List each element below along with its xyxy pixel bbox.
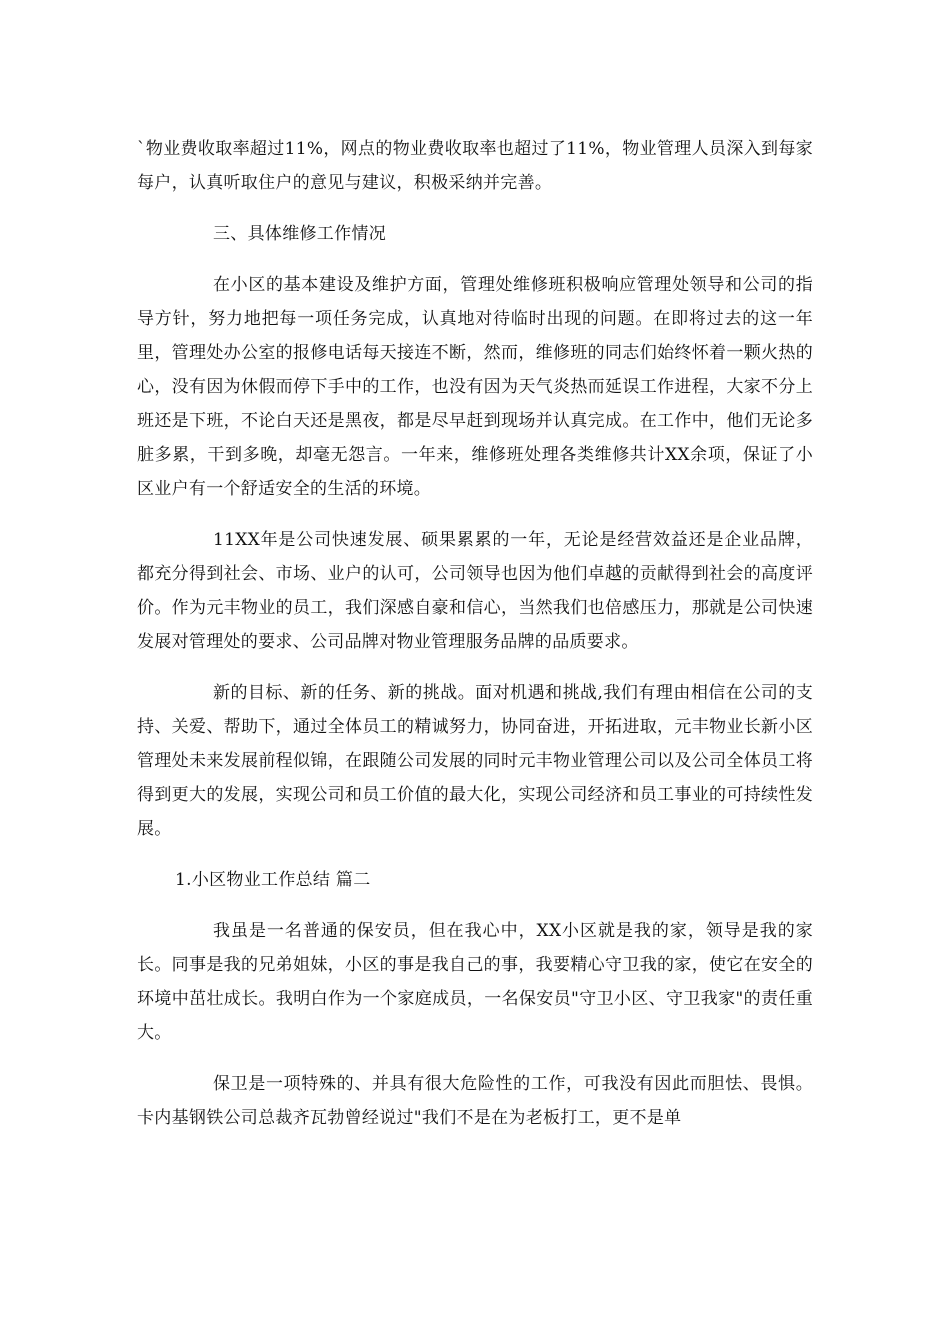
paragraph-maintenance-work: 在小区的基本建设及维护方面，管理处维修班积极响应管理处领导和公司的指导方针，努力地把每一项任务完成，认真地对待临时出现的问题。在即将过去的这一年里，管理处办公室的报修电话每天接连不断，然而，维修班的同志们始终怀着一颗火热的心，没有因为休假而停下手中的工作，也没有因为天气炎热而延误工作进程，大家不分上班还是下班，不论白天还是黑夜，都是尽早赶到现场并认真完成。在工作中，他们无论多脏多累，干到多晚，却毫无怨言。一年来，维修班处理各类维修共计XX余项，保证了小区业户有一个舒适安全的生活的环境。 [137,275,813,499]
paragraph-security-guard: 我虽是一名普通的保安员，但在我心中，XX小区就是我的家，领导是我的家长。同事是我的兄弟姐妹，小区的事是我自己的事，我要精心守卫我的家，使它在安全的环境中茁壮成长。我明白作为一个家庭成员，一名保安员"守卫小区、守卫我家"的责任重大。 [137,921,813,1043]
section-heading-part-two: 1.小区物业工作总结 篇二 [175,870,371,890]
paragraph-fee-collection: `物业费收取率超过11%，网点的物业费收取率也超过了11%，物业管理人员深入到每家每户，认真听取住户的意见与建议，积极采纳并完善。 [137,139,813,193]
paragraph-new-goals: 新的目标、新的任务、新的挑战。面对机遇和挑战,我们有理由相信在公司的支持、关爱、帮助下，通过全体员工的精诚努力，协同奋进，开拓进取，元丰物业长新小区管理处未来发展前程似锦，在跟随公司发展的同时元丰物业管理公司以及公司全体员工将得到更大的发展，实现公司和员工价值的最大化，实现公司经济和员工事业的可持续性发展。 [137,683,813,839]
document-body [137,132,813,1135]
section-heading-maintenance: 三、具体维修工作情况 [213,224,386,244]
paragraph-security-work: 保卫是一项特殊的、并具有很大危险性的工作，可我没有因此而胆怯、畏惧。卡内基钢铁公司总裁齐瓦勃曾经说过"我们不是在为老板打工，更不是单 [137,1074,813,1128]
paragraph-company-development: 11XX年是公司快速发展、硕果累累的一年，无论是经营效益还是企业品牌，都充分得到社会、市场、业户的认可，公司领导也因为他们卓越的贡献得到社会的高度评价。作为元丰物业的员工，我们深感自豪和信心，当然我们也倍感压力，那就是公司快速发展对管理处的要求、公司品牌对物业管理服务品牌的品质要求。 [137,530,813,652]
